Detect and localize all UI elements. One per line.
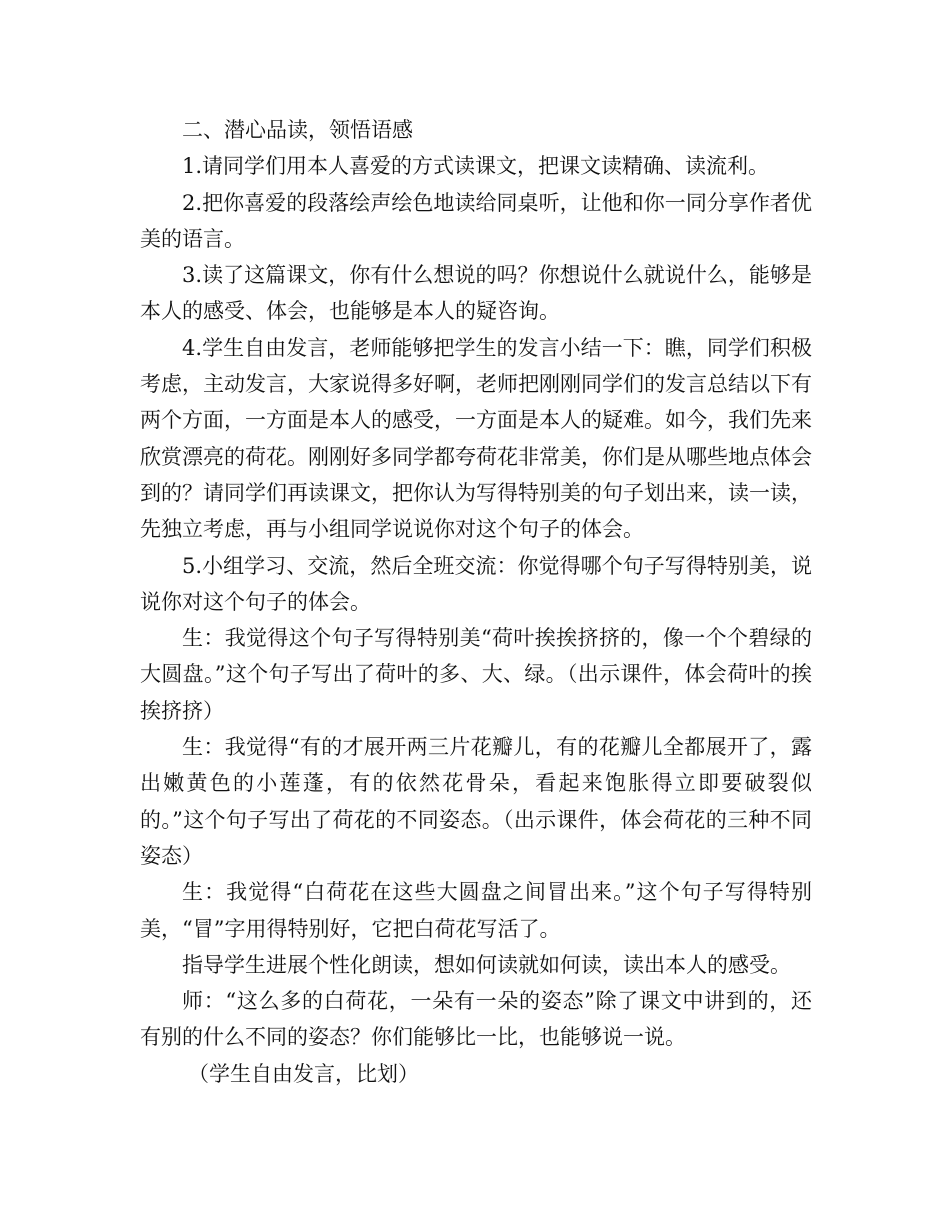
student-answer-3: 生：我觉得“白荷花在这些大圆盘之间冒出来。”这个句子写得特别美，“冒”字用得特别好，它把白荷花写活了。 xyxy=(140,880,812,941)
reading-guidance: 指导学生进展个性化朗读，想如何读就如何读，读出本人的感受。 xyxy=(182,952,791,977)
student-answer-1: 生：我觉得这个句子写得特别美“荷叶挨挨挤挤的，像一个个碧绿的大圆盘。”这个句子写出了荷叶的多、大、绿。（出示课件，体会荷叶的挨挨挤挤） xyxy=(140,626,812,723)
student-answer-2: 生：我觉得“有的才展开两三片花瓣儿，有的花瓣儿全都展开了，露出嫩黄色的小莲蓬，有的依然花骨朵，看起来饱胀得立即要破裂似的。”这个句子写出了荷花的不同姿态。（出示课件，体会荷花的三种不同姿态） xyxy=(140,735,812,868)
section-title: 二、潜心品读，领悟语感 xyxy=(182,118,413,142)
paragraph-3: 3.读了这篇课文，你有什么想说的吗？你想说什么就说什么，能够是本人的感受、体会，也能够是本人的疑咨询。 xyxy=(140,263,812,324)
document-page xyxy=(140,112,812,1092)
paragraph-4: 4.学生自由发言，老师能够把学生的发言小结一下：瞧，同学们积极考虑，主动发言，大家说得多好啊，老师把刚刚同学们的发言总结以下有两个方面，一方面是本人的感受，一方面是本人的疑难。如今，我们先来欣赏漂亮的荷花。刚刚好多同学都夸荷花非常美，你们是从哪些地点体会到的？请同学们再读课文，把你认为写得特别美的句子划出来，读一读，先独立考虑，再与小组同学说说你对这个句子的体会。 xyxy=(140,335,812,542)
teacher-question: 师：“这么多的白荷花，一朵有一朵的姿态”除了课文中讲到的，还有别的什么不同的姿态？你们能够比一比，也能够说一说。 xyxy=(140,989,812,1050)
closing-note: （学生自由发言，比划） xyxy=(188,1061,419,1086)
paragraph-1: 1.请同学们用本人喜爱的方式读课文，把课文读精确、读流利。 xyxy=(182,154,770,179)
paragraph-2: 2.把你喜爱的段落绘声绘色地读给同桌听，让他和你一同分享作者优美的语言。 xyxy=(140,190,812,251)
paragraph-5: 5.小组学习、交流，然后全班交流：你觉得哪个句子写得特别美，说说你对这个句子的体会。 xyxy=(140,553,812,614)
